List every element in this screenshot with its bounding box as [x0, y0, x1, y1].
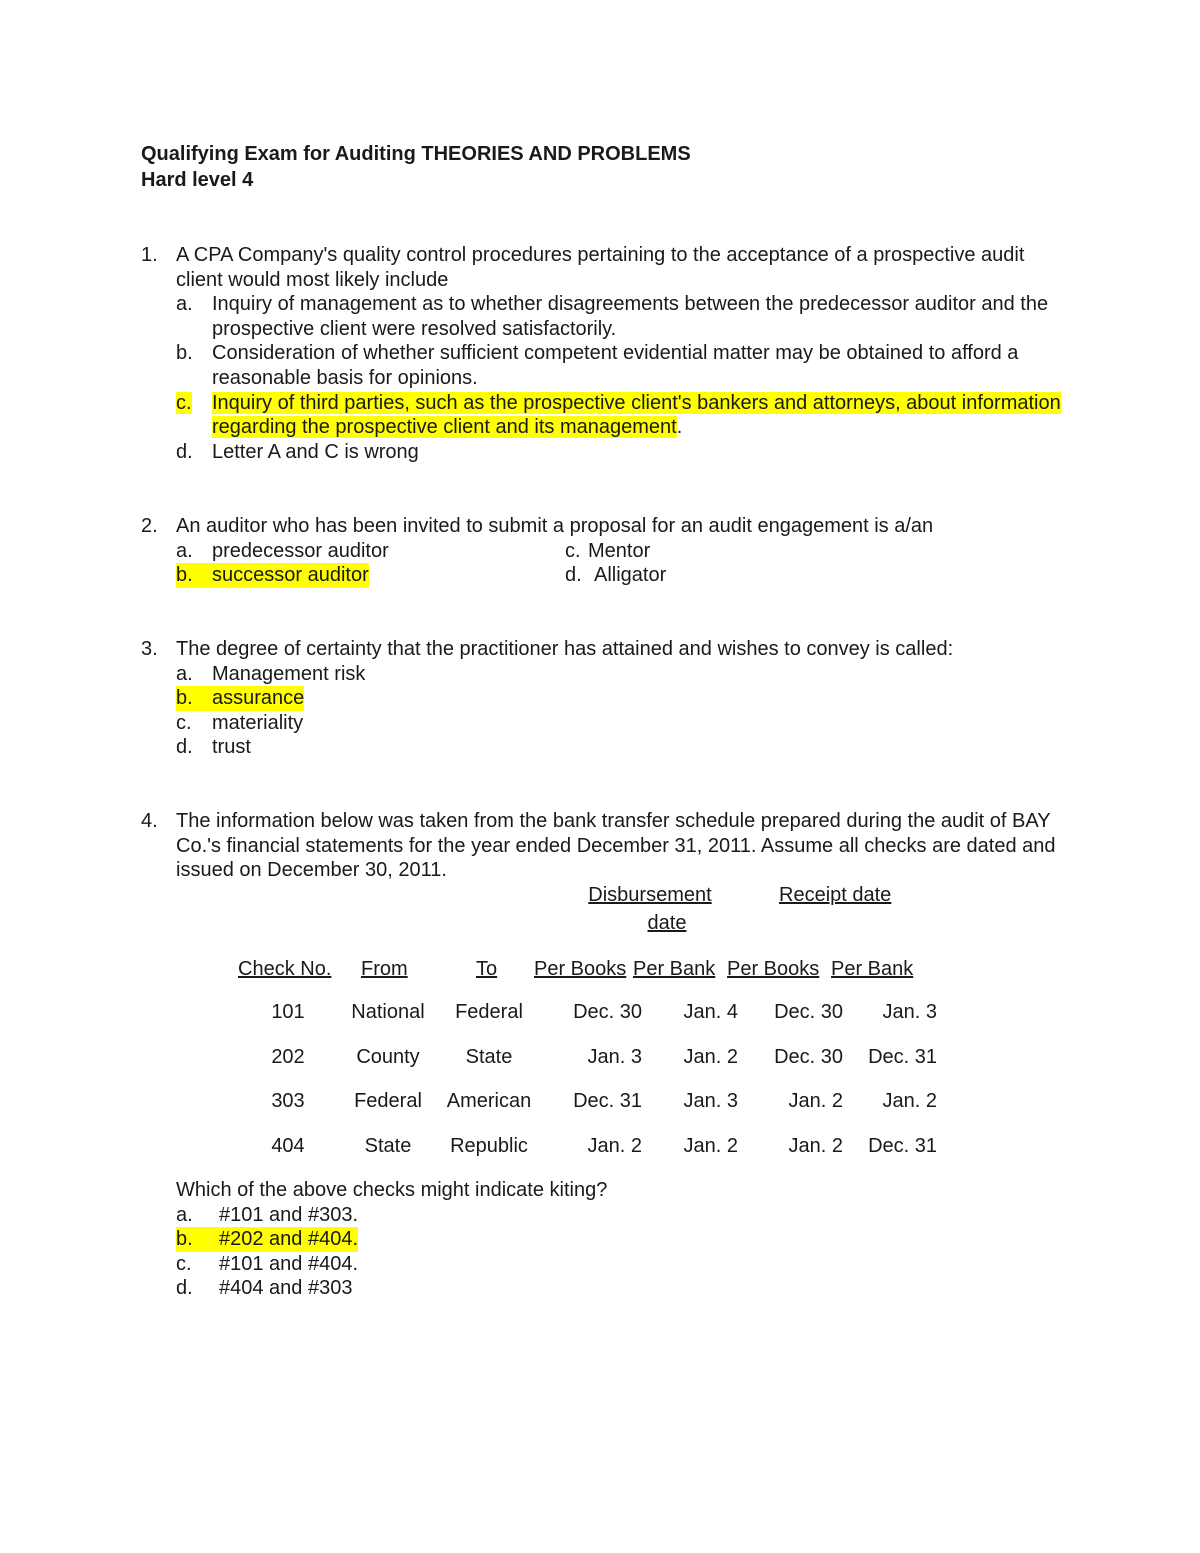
table-cell: Dec. 31: [573, 1090, 642, 1112]
table-cell: Dec. 30: [774, 1046, 843, 1068]
table-cell: County: [356, 1046, 420, 1068]
question-text: The information below was taken from the bank transfer schedule prepared during the audit of BAY Co.'s financial statements for the year ended December 31, 2011. Assume all checks are dated and issued on December 30, 2011.: [176, 810, 1056, 882]
option-letter: c.: [176, 391, 192, 414]
table-cell: Jan. 2: [788, 1090, 843, 1112]
column-header-per-bank-disbursement: Per Bank: [633, 958, 716, 980]
option-text: Letter A and C is wrong: [212, 440, 419, 463]
option-text-highlighted: successor auditor: [212, 564, 369, 587]
table-cell: Dec. 31: [868, 1135, 937, 1157]
receipt-date-header: Receipt date: [779, 884, 892, 906]
question-text: The degree of certainty that the practitioner has attained and wishes to convey is called:: [176, 638, 954, 660]
table-cell: Republic: [450, 1135, 528, 1157]
table-cell: Dec. 31: [868, 1046, 937, 1068]
table-cell: 303: [271, 1090, 305, 1112]
title-line-2: Hard level 4: [141, 169, 254, 191]
column-header-from: From: [361, 958, 408, 980]
option-letter: c.: [176, 1252, 192, 1275]
table-cell: State: [364, 1135, 412, 1157]
option-letter: a.: [176, 1203, 193, 1226]
option-letter: b.: [176, 564, 193, 587]
option-text: Mentor: [588, 539, 651, 562]
question-number: 4.: [141, 810, 158, 832]
column-header-per-books-disbursement: Per Books: [534, 958, 627, 980]
question-text: An auditor who has been invited to submit a proposal for an audit engagement is a/an: [176, 515, 934, 537]
table-cell: Jan. 3: [587, 1046, 642, 1068]
column-header-per-books-receipt: Per Books: [727, 958, 820, 980]
option-text: #101 and #404.: [219, 1252, 359, 1275]
option-d: [176, 1276, 1061, 1301]
option-text: predecessor auditor: [212, 539, 389, 562]
title-line-1: Qualifying Exam for Auditing THEORIES AND PROBLEMS: [141, 143, 691, 165]
option-d: [565, 563, 954, 588]
column-header-check-no: Check No.: [238, 958, 332, 980]
option-text: Alligator: [594, 564, 667, 587]
table-cell: Jan. 2: [587, 1135, 642, 1157]
option-letter: d.: [176, 736, 193, 759]
question-2: [141, 514, 1061, 588]
option-letter: d.: [176, 440, 193, 463]
question-number: 2.: [141, 515, 158, 537]
table-cell: 202: [271, 1046, 305, 1068]
option-suffix: .: [676, 416, 683, 439]
table-cell: Jan. 2: [683, 1046, 738, 1068]
option-text: trust: [212, 736, 251, 759]
option-letter: c.: [565, 539, 581, 562]
answer-highlight: [176, 686, 304, 711]
option-a: [176, 1203, 1061, 1228]
table-cell: Jan. 2: [882, 1090, 937, 1112]
question-text: A CPA Company's quality control procedures pertaining to the acceptance of a prospective audit client would most likely include: [176, 244, 1025, 291]
table-cell: Jan. 2: [788, 1135, 843, 1157]
disbursement-date-header-line2: date: [647, 912, 687, 934]
table-cell: Dec. 30: [573, 1001, 642, 1023]
option-a: [176, 539, 565, 564]
table-cell: Jan. 2: [683, 1135, 738, 1157]
option-letter: a.: [176, 662, 193, 685]
table-cell: Jan. 3: [683, 1090, 738, 1112]
option-letter: d.: [176, 1277, 193, 1300]
table-cell: 404: [271, 1135, 305, 1157]
option-a: [176, 292, 1061, 341]
option-text-highlighted: #202 and #404.: [219, 1228, 359, 1251]
table-cell: Dec. 30: [774, 1001, 843, 1023]
column-header-per-bank-receipt: Per Bank: [831, 958, 914, 980]
option-text-highlighted: assurance: [212, 687, 305, 710]
table-cell: American: [446, 1090, 532, 1112]
table-cell: National: [351, 1001, 425, 1023]
option-d: [176, 440, 1061, 465]
answer-highlight: [176, 563, 369, 588]
answer-highlight: [176, 1227, 358, 1252]
table-cell: Federal: [354, 1090, 422, 1112]
option-text: Inquiry of management as to whether disagreements between the predecessor auditor and the prospective client were resolved satisfactorily.: [212, 293, 1049, 340]
table-cell: 101: [271, 1001, 305, 1023]
option-text: #404 and #303: [219, 1277, 353, 1300]
option-letter: a.: [176, 293, 193, 316]
question-4-followup: [141, 1178, 1061, 1301]
table-cell: Federal: [455, 1001, 523, 1023]
option-letter: b.: [176, 342, 193, 365]
option-b-answer: [176, 686, 1061, 711]
option-letter: c.: [176, 711, 192, 734]
table-cell: Jan. 4: [683, 1001, 738, 1023]
option-c: [176, 1252, 1061, 1277]
table-cell: State: [465, 1046, 513, 1068]
option-text: #101 and #303.: [219, 1203, 359, 1226]
option-a: [176, 662, 1061, 687]
option-b-answer: [176, 1227, 1061, 1252]
option-text-highlighted: Inquiry of third parties, such as the prospective client's bankers and attorneys, about information regarding the prospective client and its management: [212, 391, 1061, 439]
option-c-answer: [176, 391, 1061, 440]
disbursement-date-header-line1: Disbursement: [588, 884, 712, 906]
option-letter: b.: [176, 687, 193, 710]
followup-question-text: Which of the above checks might indicate kiting?: [176, 1179, 608, 1201]
option-d: [176, 735, 1061, 760]
question-number: 3.: [141, 638, 158, 660]
question-4: [141, 809, 1061, 883]
table-cell: Jan. 3: [882, 1001, 937, 1023]
option-text: materiality: [212, 711, 304, 734]
question-number: 1.: [141, 244, 158, 266]
option-text: Management risk: [212, 662, 366, 685]
column-header-to: To: [476, 958, 498, 980]
question-3: [141, 637, 1061, 760]
option-b: [176, 341, 1061, 390]
option-text: Consideration of whether sufficient competent evidential matter may be obtained to afford a reasonable basis for opinions.: [212, 342, 1019, 389]
option-c: [176, 711, 1061, 736]
question-1: [141, 243, 1061, 464]
option-letter: a.: [176, 539, 193, 562]
document-title: [141, 141, 691, 193]
option-letter: b.: [176, 1228, 193, 1251]
option-b-answer: [176, 563, 565, 588]
option-letter: d.: [565, 564, 582, 587]
option-c: [565, 539, 954, 564]
